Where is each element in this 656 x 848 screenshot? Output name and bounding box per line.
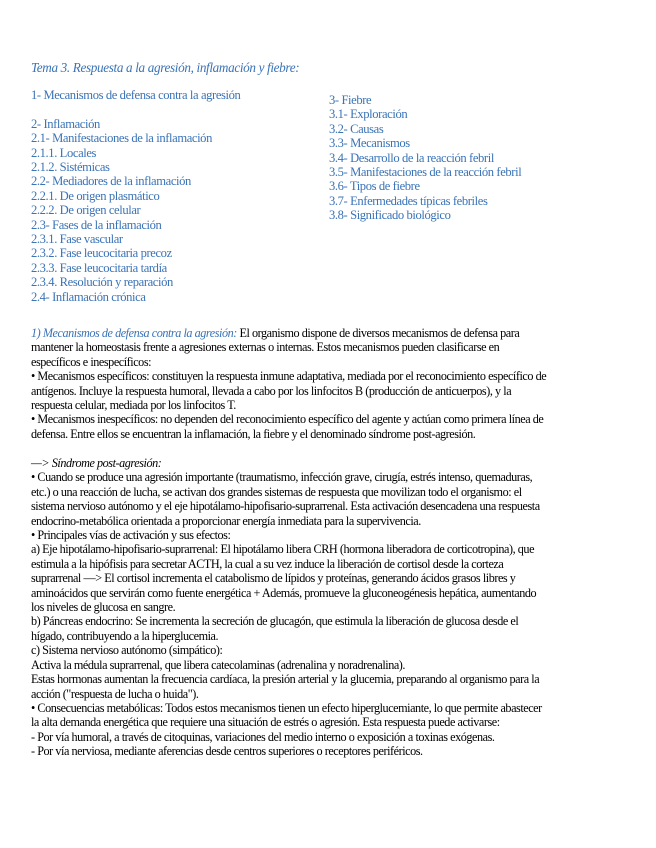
toc-item: 3.1- Exploración (329, 107, 408, 122)
paragraph-line: a) Eje hipotálamo-hipofisario-suprarrenal: El hipotálamo libera CRH (hormona liberadora de corticotropina), que (31, 542, 535, 557)
toc-item: 3.2- Causas (329, 121, 384, 136)
paragraph-line: respuesta celular, mediada por los linfocitos T. (31, 398, 236, 413)
paragraph-line: estimula a la hipófisis para secretar ACTH, la cual a su vez induce la liberación de cortisol desde la corteza (31, 556, 504, 571)
paragraph-line (31, 326, 617, 340)
paragraph-line: Activa la médula suprarrenal, que libera catecolaminas (adrenalina y noradrenalina). (31, 657, 406, 672)
toc-item: 2.2.1. De origen plasmático (31, 188, 160, 203)
section-defense-mechanisms (31, 326, 617, 441)
paragraph-line: hígado, contribuyendo a la hiperglucemia. (31, 628, 219, 643)
section-post-aggression (31, 456, 617, 759)
paragraph-line: etc.) o una reacción de lucha, se activan dos grandes sistemas de respuesta que movilizan todo el organismo: el (31, 484, 522, 499)
toc-left-column (31, 88, 240, 304)
toc-item: 2.2.2. De origen celular (31, 203, 141, 218)
toc-item: 3.5- Manifestaciones de la reacción febril (329, 165, 522, 180)
paragraph-line: endocrino-metabólica orientada a proporcionar energía inmediata para la supervivencia. (31, 513, 421, 528)
paragraph-line: sistema nervioso autónomo y el eje hipotálamo-hipofisario-suprarrenal. Esta activación desencadena una respuesta (31, 499, 540, 514)
toc-item: 2.3- Fases de la inflamación (31, 217, 162, 232)
paragraph-text: El organismo dispone de diversos mecanismos de defensa para (236, 326, 520, 340)
toc-item: 2.1.1. Locales (31, 145, 97, 160)
paragraph-line: antígenos. Incluye la respuesta humoral, llevada a cabo por los linfocitos B (producción de anticuerpos), y la (31, 383, 512, 398)
paragraph-line: • Consecuencias metabólicas: Todos estos mecanismos tienen un efecto hiperglucemiante, lo que permite abastecer (31, 700, 542, 715)
toc-item: 2.3.1. Fase vascular (31, 232, 123, 247)
toc-item: 3.7- Enfermedades típicas febriles (329, 193, 488, 208)
toc-item: 2- Inflamación (31, 116, 100, 131)
paragraph-line: - Por vía nerviosa, mediante aferencias desde centros superiores o receptores periféricos. (31, 744, 423, 759)
toc-item: 2.1- Manifestaciones de la inflamación (31, 131, 212, 146)
toc-item: 3- Fiebre (329, 93, 372, 107)
toc-item: 2.1.2. Sistémicas (31, 160, 110, 175)
toc-item: 3.8- Significado biológico (329, 208, 451, 223)
paragraph-line: aminoácidos que servirán como fuente energética + Además, promueve la gluconeogénesis hepática, aumentando (31, 585, 537, 600)
toc-item: 2.4- Inflamación crónica (31, 289, 146, 304)
paragraph-line: Estas hormonas aumentan la frecuencia cardíaca, la presión arterial y la glucemia, preparando al organismo para la (31, 672, 540, 687)
toc-item: 2.3.2. Fase leucocitaria precoz (31, 246, 172, 261)
paragraph-line: la alta demanda energética que requiere una situación de estrés o agresión. Esta respuesta puede activarse: (31, 715, 500, 730)
paragraph-line: los niveles de glucosa en sangre. (31, 600, 176, 615)
toc-item: 2.3.3. Fase leucocitaria tardía (31, 260, 167, 275)
section-heading: —> Síndrome post-agresión: (31, 456, 162, 470)
toc-right-column (329, 93, 521, 223)
toc-item: 1- Mecanismos de defensa contra la agresión (31, 88, 241, 102)
paragraph-line: c) Sistema nervioso autónomo (simpático): (31, 643, 223, 658)
paragraph-line: b) Páncreas endocrino: Se incrementa la secreción de glucagón, que estimula la liberación de glucosa desde el (31, 614, 519, 629)
paragraph-line: • Mecanismos inespecíficos: no dependen del reconocimiento específico del agente y actúan como primera línea de (31, 412, 544, 427)
paragraph-line: suprarrenal —> El cortisol incrementa el catabolismo de lípidos y proteínas, generando ácidos grasos libres y (31, 571, 516, 586)
toc-item: 2.3.4. Resolución y reparación (31, 275, 173, 290)
paragraph-line: • Principales vías de activación y sus efectos: (31, 528, 231, 543)
toc-item: 3.3- Mecanismos (329, 136, 410, 151)
paragraph-line: • Cuando se produce una agresión importante (traumatismo, infección grave, cirugía, estrés intenso, quemaduras, (31, 470, 533, 485)
toc-item: 3.6- Tipos de fiebre (329, 179, 420, 194)
paragraph-line: - Por vía humoral, a través de citoquinas, variaciones del medio interno o exposición a toxinas exógenas. (31, 729, 495, 744)
document-title: Tema 3. Respuesta a la agresión, inflamación y fiebre: (31, 60, 300, 75)
paragraph-line: • Mecanismos específicos: constituyen la respuesta inmune adaptativa, mediada por el reconocimiento específico de (31, 369, 547, 384)
section-heading: 1) Mecanismos de defensa contra la agresión: (31, 326, 237, 340)
paragraph-line: mantener la homeostasis frente a agresiones externas o internas. Estos mecanismos pueden clasificarse en (31, 340, 500, 355)
toc-spacer (31, 102, 240, 116)
toc-item: 3.4- Desarrollo de la reacción febril (329, 150, 494, 165)
toc-item: 2.2- Mediadores de la inflamación (31, 174, 191, 189)
paragraph-line: específicos e inespecíficos: (31, 354, 152, 369)
paragraph-line: defensa. Entre ellos se encuentran la inflamación, la fiebre y el denominado síndrome post-agresión. (31, 426, 476, 441)
paragraph-line: acción ("respuesta de lucha o huida"). (31, 686, 199, 701)
